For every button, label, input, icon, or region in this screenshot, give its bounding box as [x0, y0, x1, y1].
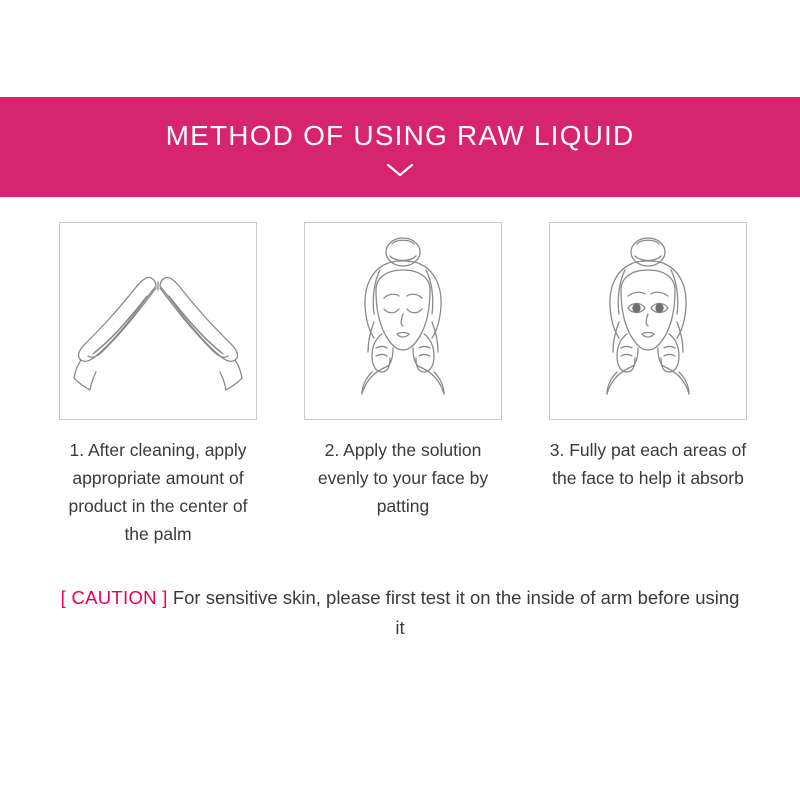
two-hands-palms-icon	[63, 226, 253, 416]
step-illustration-box	[59, 222, 257, 420]
chevron-down-icon	[387, 164, 413, 177]
step-item	[548, 222, 748, 548]
steps-container	[58, 222, 748, 548]
step-caption: 3. Fully pat each areas of the face to help it absorb	[549, 440, 747, 488]
page-title: METHOD OF USING RAW LIQUID	[165, 119, 635, 151]
step-caption: 2. Apply the solution evenly to your face by patting	[317, 440, 489, 516]
header-banner	[0, 97, 800, 197]
step-item	[303, 222, 503, 548]
step-item	[58, 222, 258, 548]
step-illustration-box	[549, 222, 747, 420]
caution-label: [ CAUTION ]	[60, 587, 168, 608]
step-caption: 1. After cleaning, apply appropriate amount of product in the center of the palm	[68, 440, 248, 544]
step-illustration-box	[304, 222, 502, 420]
woman-face-eyes-open-icon	[553, 226, 743, 416]
woman-face-eyes-closed-icon	[308, 226, 498, 416]
caution-text: For sensitive skin, please first test it on the inside of arm before using it	[167, 587, 740, 638]
caution-note	[60, 583, 740, 643]
